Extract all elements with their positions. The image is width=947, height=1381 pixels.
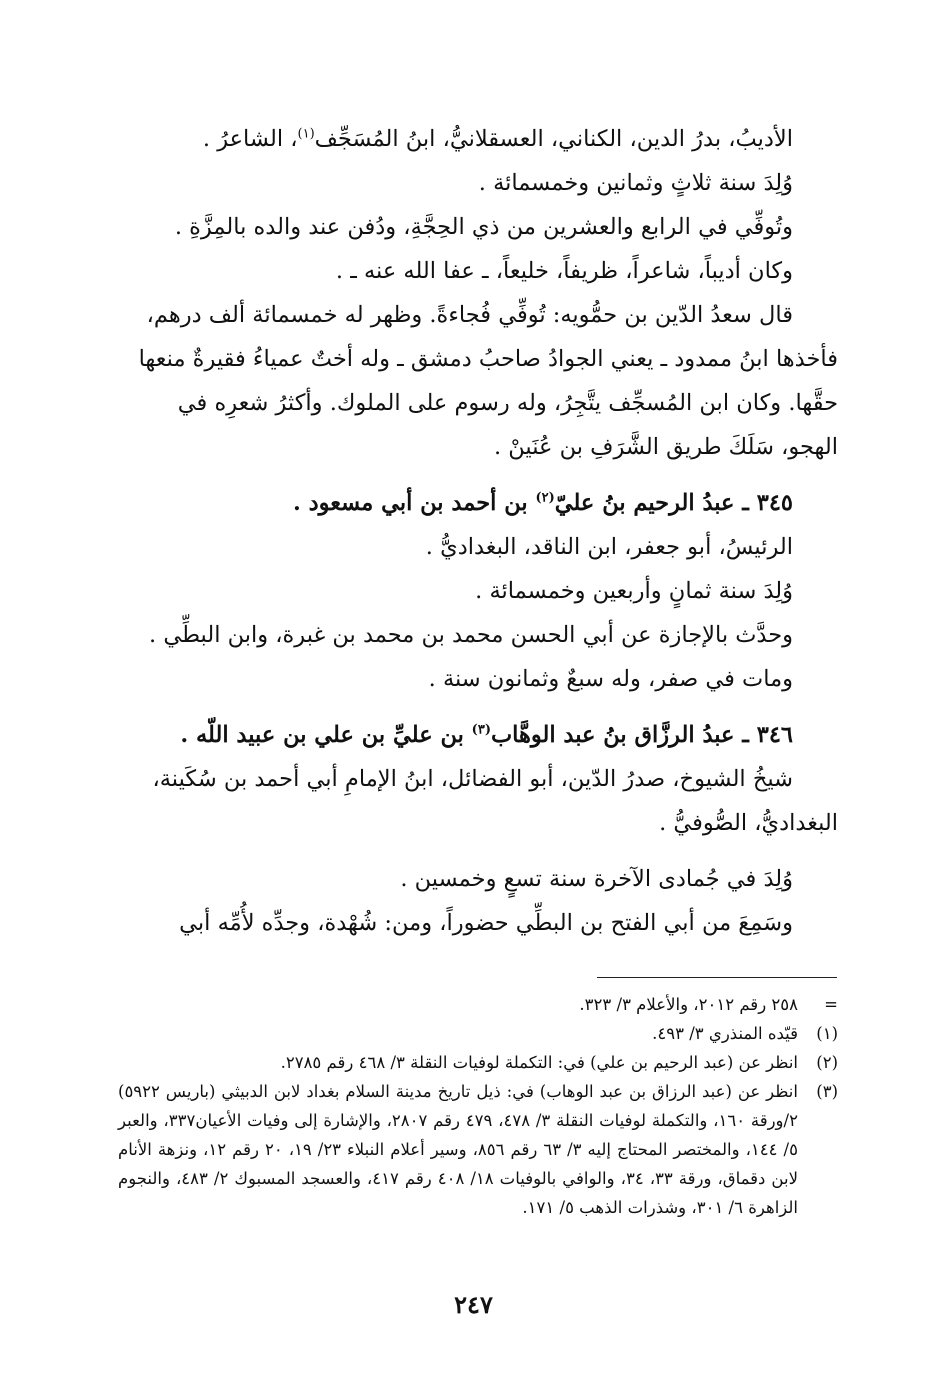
text-line: وكان أديباً، شاعراً، ظريفاً، خليعاً، ـ عفا الله عنه ـ . [335, 258, 793, 284]
text-line: وُلِدَ سنة ثمانٍ وأربعين وخمسمائة . [475, 578, 793, 604]
footnotes [118, 990, 838, 1222]
footnote-ref: (١) [297, 126, 315, 142]
footnote-text: قيّده المنذري ٣/ ٤٩٣. [652, 1024, 798, 1043]
text-line: ومات في صفر، وله سبعٌ وثمانون سنة . [428, 666, 793, 692]
text-line: قال سعدُ الدّين بن حمُّويه: تُوفِّي فُجاءةً. وظهر له خمسمائة ألف درهم، [146, 302, 793, 328]
page-number: ٢٤٧ [454, 1290, 493, 1319]
footnote-ref: (٣) [471, 722, 491, 738]
text-line: حقَّها. وكان ابن المُسجِّف يتَّجِرُ، وله رسوم على الملوك. وأكثرُ شعرِه في [177, 390, 838, 416]
footnote-number: (١) [816, 1024, 838, 1043]
footnote-number: (٣) [816, 1082, 838, 1101]
text-line: وحدَّث بالإجازة عن أبي الحسن محمد بن محمد بن غبرة، وابن البطِّي . [149, 622, 793, 648]
entry-title-345: ٣٤٥ ـ عبدُ الرحيم بنُ عليّ$^{(٢)}$ بن أحمد بن أبي مسعود . [292, 490, 793, 516]
footnote-item [118, 1019, 838, 1048]
text-line: البغداديُّ، الصُّوفيُّ . [659, 810, 838, 836]
text-line: الرئيسُ، أبو جعفر، ابن الناقد، البغداديُّ . [425, 534, 793, 560]
footnote-ref: (٢) [535, 490, 555, 506]
footnote-text: انظر عن (عبد الرحيم بن علي) في: التكملة لوفيات النقلة ٣/ ٤٦٨ رقم ٢٧٨٥. [280, 1053, 798, 1072]
footnote-separator [597, 977, 837, 978]
text-line: فأخذها ابنُ ممدود ـ يعني الجوادُ صاحبُ دمشق ـ وله أختٌ عمياءُ فقيرةٌ منعها [138, 346, 838, 372]
footnote-text: ٢٥٨ رقم ٢٠١٢، والأعلام ٣/ ٣٢٣. [579, 995, 798, 1014]
footnote-item [118, 990, 838, 1019]
footnote-item [118, 1048, 838, 1077]
footnote-number: (٢) [816, 1053, 838, 1072]
footnote-item [118, 1077, 838, 1222]
main-text [118, 117, 838, 945]
footnote-number: = [824, 995, 838, 1014]
text-line: وتُوفِّي في الرابع والعشرين من ذي الحِجَّةِ، ودُفن عند والده بالمِزَّةِ . [174, 214, 793, 240]
text-line: وُلِدَ في جُمادى الآخرة سنة تسعٍ وخمسين . [400, 866, 793, 892]
text-line: وسَمِعَ من أبي الفتح بن البطِّي حضوراً، ومن: شُهْدة، وجدِّه لأُمِّه أبي [179, 910, 793, 936]
text-line: الهجو، سَلَكَ طريق الشَّرَفِ بن عُنَينْ . [493, 434, 838, 460]
footnote-text: انظر عن (عبد الرزاق بن عبد الوهاب) في: ذيل تاريخ مدينة السلام بغداد لابن الدبيثي (باريس ٥٩٢٢) ٢/ورقة ١٦٠، والتكملة لوفيات النقلة ٣/ ٤٧٨، ٤٧٩ رقم ٢٨٠٧، والإشارة إلى وفيات الأعيان٣٣٧، والعبر ٥/ ١٤٤، والمختصر المحتاج إليه ٣/ ٦٣ رقم ٨٥٦، وسير أعلام النبلاء ٢٣/ ١٩، ٢٠ رقم ١٢، ونزهة الأنام لابن دقماق، ورقة ٣٣، ٣٤، والوافي بالوفيات ١٨/ ٤٠٨ رقم ٤١٧، والعسجد المسبوك ٢/ ٤٨٣، والنجوم الزاهرة ٦/ ٣٠١، وشذرات الذهب ٥/ ١٧١. [118, 1082, 798, 1217]
entry-title-346: ٣٤٦ ـ عبدُ الرزَّاق بنُ عبد الوهَّاب$^{(٣)}$ بن عليِّ بن علي بن عبيد اللّه . [180, 722, 793, 748]
text-line: الأديبُ، بدرُ الدين، الكناني، العسقلانيُّ، ابنُ المُسَجِّف$^{(١)}$، الشاعرُ . [202, 126, 793, 152]
text-line: شيخُ الشيوخ، صدرُ الدّين، أبو الفضائل، ابنُ الإمامِ أبي أحمد بن سُكَينة، [152, 766, 793, 792]
text-line: وُلِدَ سنة ثلاثٍ وثمانين وخمسمائة . [478, 170, 793, 196]
